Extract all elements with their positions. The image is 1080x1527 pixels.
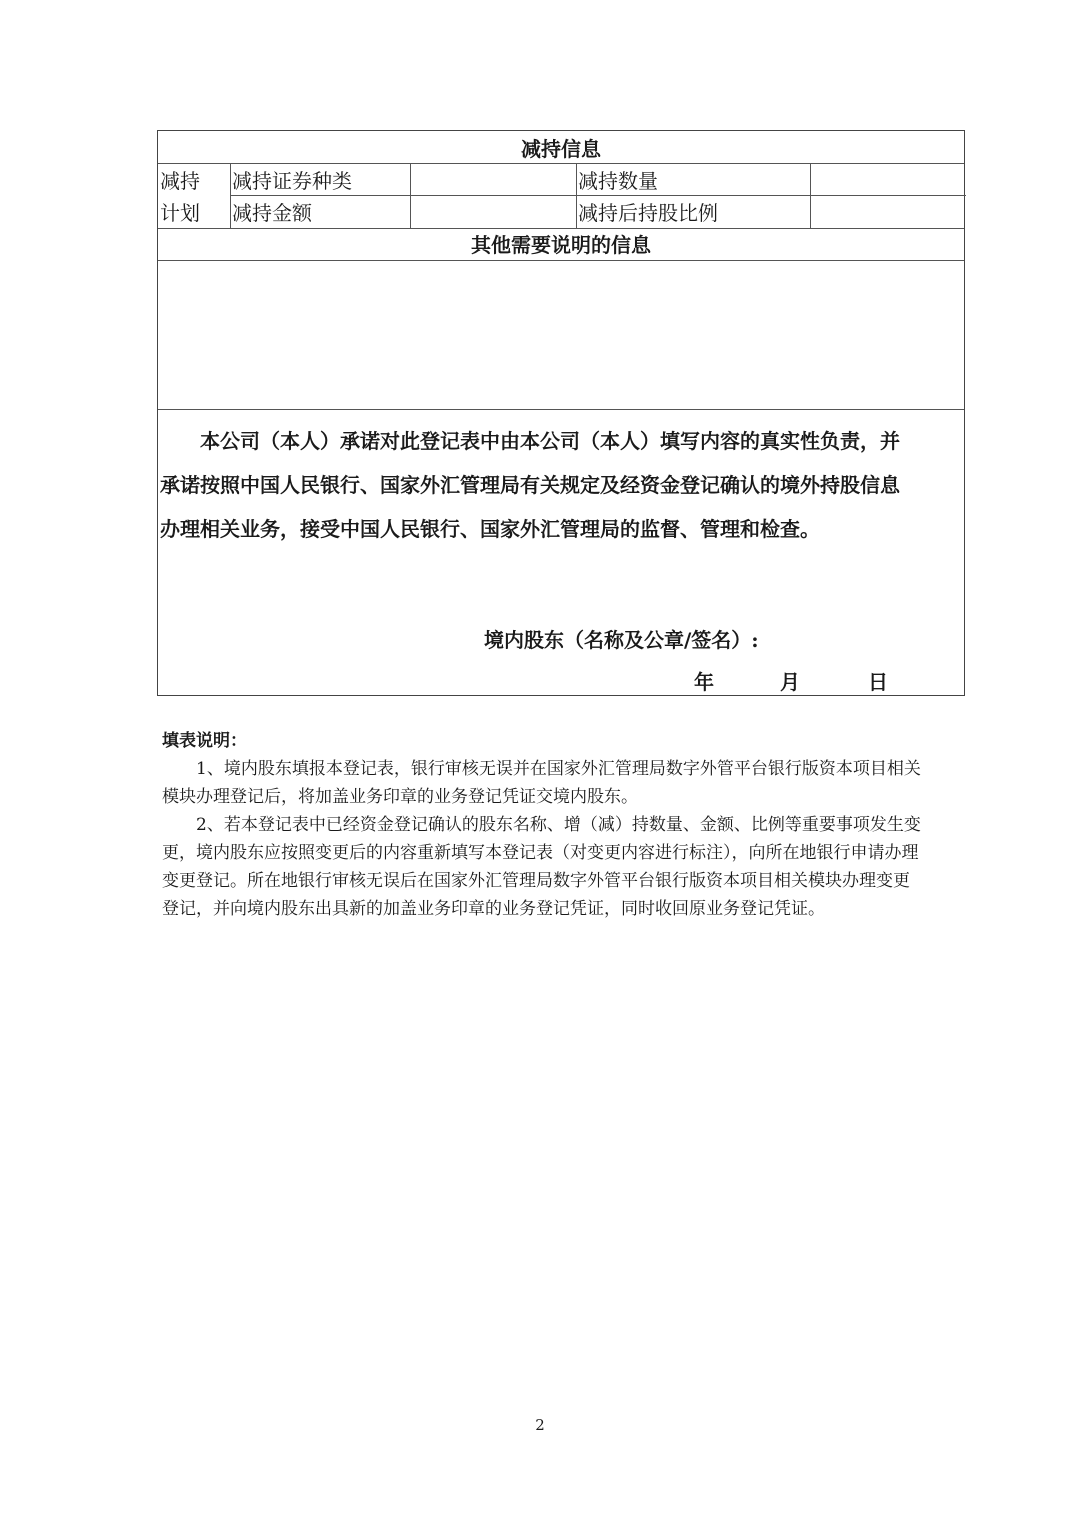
commitment-line: 承诺按照中国人民银行、国家外汇管理局有关规定及经资金登记确认的境外持股信息: [160, 473, 900, 497]
reduction-amount-label: 减持金额: [232, 201, 312, 225]
divider: [158, 228, 964, 229]
filling-instructions: [162, 727, 922, 923]
securities-type-label: 减持证券种类: [232, 169, 352, 193]
registration-form-table: [157, 130, 965, 696]
instruction-item: 2、若本登记表中已经资金登记确认的股东名称、增（减）持数量、金额、比例等重要事项发生变更，境内股东应按照变更后的内容重新填写本登记表（对变更内容进行标注），向所在地银行申请办理变更登记。所在地银行审核无误后在国家外汇管理局数字外管平台银行版资本项目相关模块办理变更登记，并向境内股东出具新的加盖业务印章的业务登记凭证，同时收回原业务登记凭证。: [162, 815, 921, 919]
page-number: 2: [535, 1416, 545, 1434]
instructions-title: 填表说明：: [162, 731, 247, 751]
commitment-statement: [160, 419, 964, 551]
year-label: 年: [694, 670, 714, 694]
instruction-item: 1、境内股东填报本登记表，银行审核无误并在国家外汇管理局数字外管平台银行版资本项目相关模块办理登记后，将加盖业务印章的业务登记凭证交境内股东。: [162, 759, 921, 807]
divider: [158, 163, 964, 164]
other-info-title: 其他需要说明的信息: [471, 233, 651, 257]
commitment-line: 办理相关业务，接受中国人民银行、国家外汇管理局的监督、管理和检查。: [160, 517, 820, 541]
divider: [158, 260, 964, 261]
divider: [158, 409, 964, 410]
reduction-quantity-label: 减持数量: [578, 169, 658, 193]
post-reduction-ratio-label: 减持后持股比例: [578, 201, 718, 225]
signature-label: 境内股东（名称及公章/签名）:: [484, 628, 759, 652]
plan-label-line2: 计划: [160, 201, 200, 225]
reduction-section-title: 减持信息: [521, 137, 601, 161]
day-label: 日: [868, 670, 888, 694]
month-label: 月: [780, 670, 800, 694]
commitment-line: 本公司（本人）承诺对此登记表中由本公司（本人）填写内容的真实性负责，并: [160, 429, 900, 453]
divider: [230, 195, 966, 196]
plan-label-line1: 减持: [160, 169, 200, 193]
